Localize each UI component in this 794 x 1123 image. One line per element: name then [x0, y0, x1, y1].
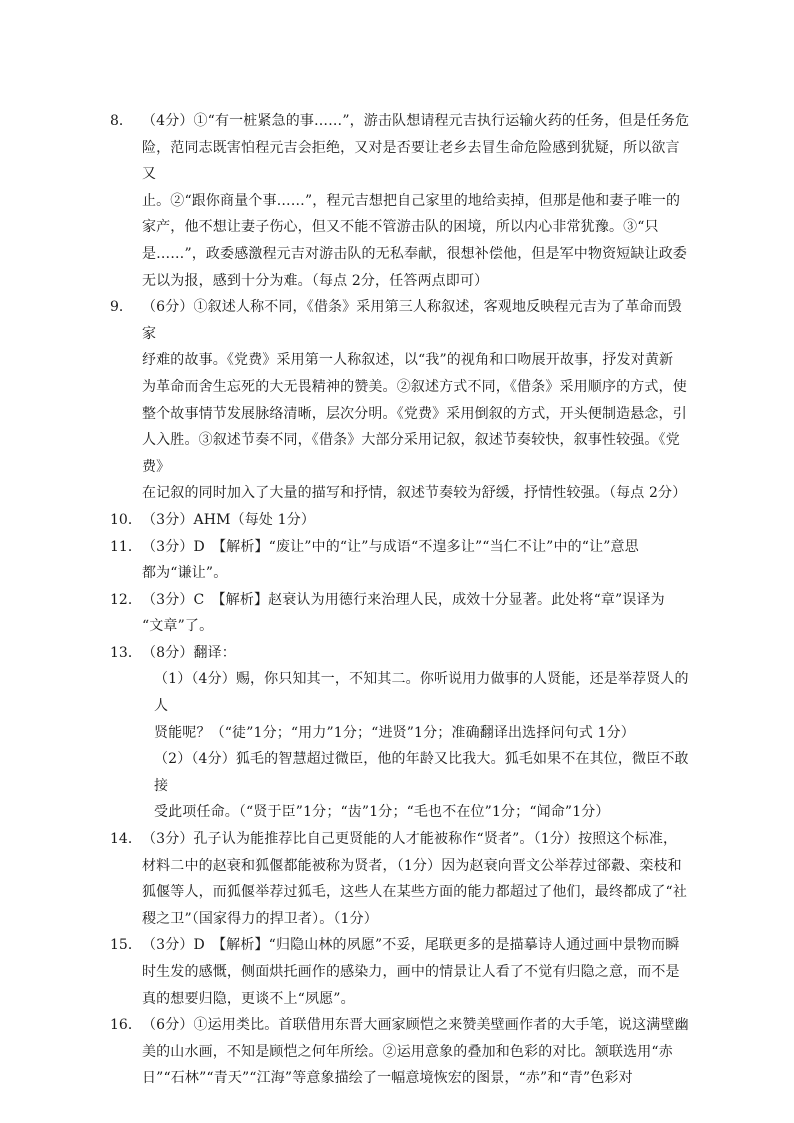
- item-number: 13．: [110, 644, 142, 661]
- item-number: 11．: [110, 538, 142, 555]
- answer-item-15: [110, 932, 692, 1012]
- sub-answer-line: 受此项任命。（“贤于臣”1分；“齿”1分；“毛也不在位”1分；“闻命”1分）: [154, 804, 610, 821]
- answer-item-9: [110, 294, 692, 507]
- answer-line: （3分）D 【解析】“废让”中的“让”与成语“不遑多让”“当仁不让”中的“让”意思: [142, 538, 639, 555]
- answer-item-8: [110, 108, 692, 294]
- item-number: 15．: [110, 937, 142, 954]
- answer-item-12: [110, 587, 692, 640]
- answer-line: （3分）C 【解析】赵衰认为用德行来治理人民，成效十分显著。此处将“章”误译为: [142, 591, 665, 608]
- answer-item-13: [110, 640, 692, 826]
- answer-line: 狐偃等人，而狐偃举荐过狐毛，这些人在某些方面的能力都超过了他们，最终都成了“社: [142, 884, 688, 901]
- item-number: 10．: [110, 511, 142, 528]
- answer-line: 整个故事情节发展脉络清晰，层次分明。《党费》采用倒叙的方式，开头便制造悬念，引: [142, 405, 687, 422]
- item-number: 14．: [110, 831, 142, 848]
- answer-line: 在记叙的同时加入了大量的描写和抒情，叙述节奏较为舒缓，抒情性较强。（每点 2分）: [142, 485, 687, 502]
- answer-line: 是……”，政委感激程元吉对游击队的无私奉献，很想补偿他，但是军中物资短缺让政委: [142, 245, 688, 262]
- sub-answer-line: （2）（4分）狐毛的智慧超过微臣，他的年龄又比我大。狐毛如果不在其位，微臣不敢接: [154, 751, 689, 794]
- item-number: 16．: [110, 1017, 142, 1034]
- answer-line: 真的想要归隐，更谈不上“夙愿”。: [142, 990, 355, 1007]
- answer-line: 美的山水画，不知是顾恺之何年所绘。②运用意象的叠加和色彩的对比。颔联选用“赤: [142, 1043, 673, 1060]
- answer-line: 材料二中的赵衰和狐偃都能被称为贤者，（1分）因为赵衰向晋文公举荐过郤縠、栾枝和: [142, 857, 682, 874]
- answer-line: 日”“石林”“青天”“江海”等意象描绘了一幅意境恢宏的图景，“赤”和“青”色彩对: [142, 1070, 633, 1087]
- answer-line: 险，范同志既害怕程元吉会拒绝，又对是否要让老乡去冒生命危险感到犹疑，所以欲言又: [142, 139, 680, 183]
- answer-line: （8分）翻译：: [142, 644, 236, 661]
- answer-line: 无以为报，感到十分为难。（每点 2分，任答两点即可）: [142, 272, 489, 289]
- answer-item-11: [110, 534, 692, 587]
- answer-item-14: [110, 826, 692, 932]
- answer-line: （3分）AHM（每处 1分）: [142, 511, 316, 528]
- answer-item-10: [110, 507, 692, 534]
- sub-answer-line: 贤能呢？（“徒”1分；“用力”1分；“进贤”1分；准确翻译出选择问句式 1分）: [154, 724, 635, 741]
- answer-list: [110, 108, 692, 1092]
- answer-line: 止。②“跟你商量个事……”，程元吉想把自己家里的地给卖掉，但那是他和妻子唯一的: [142, 192, 681, 209]
- item-number: 9．: [110, 299, 133, 316]
- answer-line: “文章”了。: [142, 618, 214, 635]
- answer-line: 稷之卫”（国家得力的捍卫者）。（1分）: [142, 910, 378, 927]
- answer-line: （6分）①运用类比。首联借用东晋大画家顾恺之来赞美壁画作者的大手笔，说这满壁幽: [142, 1017, 689, 1034]
- answer-line: 人入胜。③叙述节奏不同，《借条》大部分采用记叙，叙述节奏较快，叙事性较强。《党费》: [142, 432, 680, 475]
- answer-line: 为革命而舍生忘死的大无畏精神的赞美。②叙述方式不同，《借条》采用顺序的方式，使: [142, 378, 687, 395]
- answer-item-16: [110, 1012, 692, 1092]
- item-number: 12．: [110, 591, 142, 608]
- answer-line: 时生发的感慨，侧面烘托画作的感染力，画中的情景让人看了不觉有归隐之意，而不是: [142, 964, 680, 980]
- answer-line: 家产，他不想让妻子伤心，但又不能不管游击队的困境，所以内心非常犹豫。③“只: [142, 219, 659, 236]
- answer-line: （6分）①叙述人称不同，《借条》采用第三人称叙述，客观地反映程元吉为了革命而毁家: [142, 299, 682, 342]
- answer-line: （3分）孔子认为能推荐比自己更贤能的人才能被称作“贤者”。（1分）按照这个标准，: [142, 831, 678, 848]
- answer-line: 都为“谦让”。: [142, 565, 228, 582]
- item-number: 8．: [110, 113, 133, 129]
- answer-line: 纾难的故事。《党费》采用第一人称叙述，以“我”的视角和口吻展开故事，抒发对黄新: [142, 352, 674, 369]
- answer-line: （3分）D 【解析】“归隐山林的夙愿”不妥，尾联更多的是描摹诗人通过画中景物而瞬: [142, 937, 680, 954]
- answer-line: （4分）①“有一桩紧急的事……”，游击队想请程元吉执行运输火药的任务，但是任务危: [142, 113, 690, 129]
- sub-answer-line: （1）（4分）赐，你只知其一，不知其二。你听说用力做事的人贤能，还是举荐贤人的人: [154, 671, 689, 715]
